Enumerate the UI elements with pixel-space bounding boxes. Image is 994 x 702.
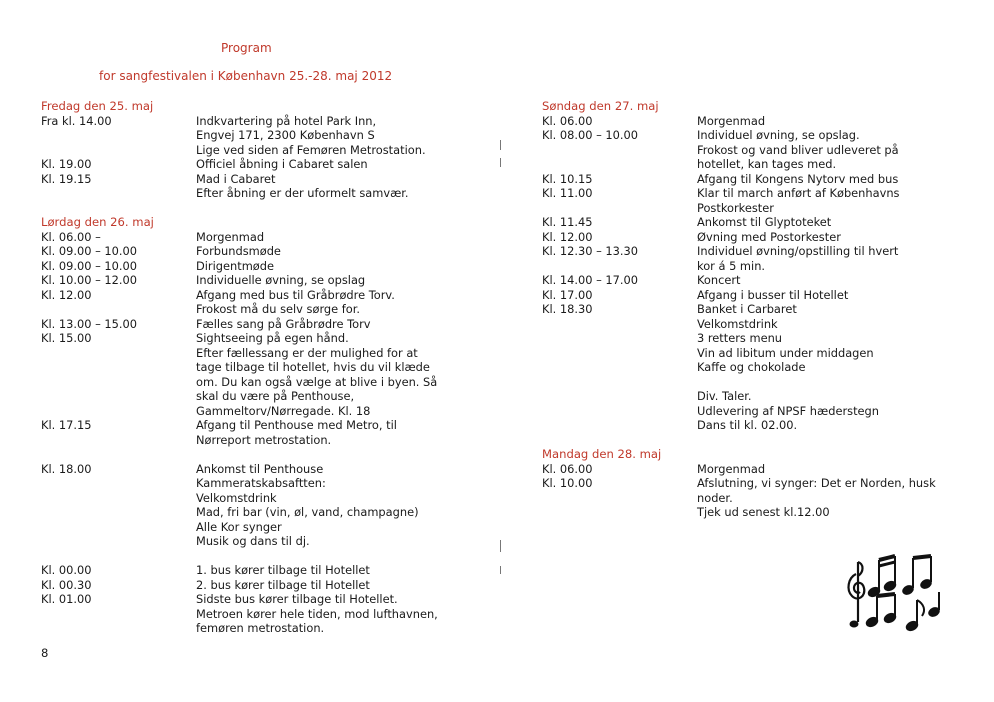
schedule-description bbox=[697, 462, 765, 477]
schedule-description bbox=[697, 172, 898, 187]
description-line: Efter åbning er der uformelt samvær. bbox=[196, 186, 409, 200]
schedule-time: Kl. 06.00 – bbox=[41, 229, 101, 244]
description-line: Nørreport metrostation. bbox=[196, 432, 332, 447]
description-line: Velkomstdrink bbox=[196, 490, 277, 505]
schedule-time: Kl. 00.00 bbox=[41, 563, 92, 577]
schedule-row bbox=[41, 244, 438, 259]
day-section bbox=[41, 99, 438, 201]
right-column bbox=[542, 99, 936, 520]
description-line: skal du være på Penthouse, bbox=[196, 389, 355, 403]
schedule-row bbox=[542, 128, 936, 172]
schedule-time: Kl. 17.00 bbox=[542, 287, 593, 302]
section-spacer bbox=[542, 433, 936, 448]
schedule-description bbox=[196, 563, 370, 578]
day-section bbox=[542, 433, 936, 520]
description-line: Afslutning, vi synger: Det er Norden, husk bbox=[697, 476, 936, 490]
description-line: Morgenmad bbox=[697, 113, 766, 128]
schedule-description bbox=[697, 288, 848, 303]
schedule-row bbox=[542, 244, 936, 273]
description-line: Mad, fri bar (vin, øl, vand, champagne) bbox=[196, 505, 419, 519]
schedule-description bbox=[697, 186, 900, 215]
description-line: Udlevering af NPSF hæderstegn bbox=[697, 403, 879, 418]
description-line: Frokost og vand bliver udleveret på bbox=[697, 142, 899, 157]
description-line: om. Du kan også vælge at blive i byen. Så bbox=[196, 374, 438, 389]
description-line: Individuelle øvning, se opslag bbox=[196, 273, 366, 287]
schedule-description bbox=[697, 215, 831, 230]
schedule-row bbox=[41, 157, 438, 172]
description-line: Mad i Cabaret bbox=[196, 171, 276, 186]
schedule-row bbox=[542, 186, 936, 215]
schedule-description bbox=[196, 317, 371, 332]
description-line: Koncert bbox=[697, 273, 741, 287]
schedule-time: Kl. 19.15 bbox=[41, 171, 92, 186]
schedule-row bbox=[41, 114, 438, 158]
day-section bbox=[542, 99, 936, 433]
schedule-description bbox=[697, 273, 741, 288]
schedule-row bbox=[542, 476, 936, 520]
description-line: Morgenmad bbox=[196, 229, 265, 244]
schedule-row bbox=[542, 288, 936, 303]
schedule-time: Kl. 10.00 bbox=[542, 476, 593, 490]
description-line: Dirigentmøde bbox=[196, 258, 275, 273]
description-line: femøren metrostation. bbox=[196, 621, 325, 635]
schedule-description bbox=[697, 244, 898, 273]
description-line: Dans til kl. 02.00. bbox=[697, 418, 798, 432]
description-line: Tjek ud senest kl.12.00 bbox=[697, 505, 830, 519]
music-notes-icon bbox=[838, 552, 948, 638]
day-heading: Lørdag den 26. maj bbox=[41, 215, 154, 229]
description-line: Div. Taler. bbox=[697, 389, 752, 403]
left-column bbox=[41, 99, 438, 636]
description-line: hotellet, kan tages med. bbox=[697, 157, 837, 171]
schedule-description bbox=[196, 172, 409, 201]
description-line: Postkorkester bbox=[697, 200, 774, 215]
schedule-time: Kl. 11.00 bbox=[542, 186, 593, 200]
schedule-row bbox=[542, 230, 936, 245]
page-subtitle: for sangfestivalen i København 25.-28. maj 2012 bbox=[99, 69, 393, 83]
row-spacer bbox=[41, 447, 438, 462]
schedule-time: Kl. 12.00 bbox=[41, 287, 92, 302]
description-line: Ankomst til Penthouse bbox=[196, 461, 324, 476]
schedule-row bbox=[41, 273, 438, 288]
schedule-row bbox=[41, 172, 438, 201]
description-line: noder. bbox=[697, 490, 733, 505]
schedule-description bbox=[196, 331, 437, 418]
description-line: Individuel øvning/opstilling til hvert bbox=[697, 244, 899, 258]
schedule-row bbox=[41, 592, 438, 636]
schedule-row bbox=[41, 563, 438, 578]
description-line: Vin ad libitum under middagen bbox=[697, 345, 874, 360]
description-line: Morgenmad bbox=[697, 461, 766, 476]
schedule-row bbox=[542, 273, 936, 288]
schedule-row bbox=[542, 172, 936, 187]
day-heading: Mandag den 28. maj bbox=[542, 447, 662, 461]
schedule-time: Kl. 08.00 – 10.00 bbox=[542, 128, 639, 142]
description-line: Banket i Carbaret bbox=[697, 302, 797, 316]
description-line: Kaffe og chokolade bbox=[697, 360, 806, 374]
schedule-description bbox=[196, 418, 397, 447]
page-title: Program bbox=[221, 41, 272, 55]
schedule-description bbox=[196, 592, 438, 636]
schedule-description bbox=[196, 157, 368, 172]
schedule-description bbox=[697, 128, 899, 172]
schedule-time: Kl. 12.00 bbox=[542, 229, 593, 244]
margin-mark bbox=[500, 158, 501, 167]
section-spacer bbox=[41, 201, 438, 216]
description-line: 2. bus kører tilbage til Hotellet bbox=[196, 577, 370, 592]
schedule-row bbox=[41, 418, 438, 447]
schedule-description bbox=[697, 114, 765, 129]
description-line: Metroen kører hele tiden, mod lufthavnen, bbox=[196, 606, 438, 621]
description-line: Officiel åbning i Cabaret salen bbox=[196, 157, 368, 171]
description-line: Lige ved siden af Femøren Metrostation. bbox=[196, 142, 426, 157]
schedule-time: Fra kl. 14.00 bbox=[41, 113, 112, 128]
description-line: Afgang i busser til Hotellet bbox=[697, 287, 849, 302]
margin-mark bbox=[500, 140, 501, 150]
description-line: Frokost må du selv sørge for. bbox=[196, 302, 361, 316]
schedule-description bbox=[196, 462, 419, 549]
schedule-time: Kl. 01.00 bbox=[41, 592, 92, 606]
schedule-time: Kl. 09.00 – 10.00 bbox=[41, 258, 138, 273]
schedule-row bbox=[542, 302, 936, 433]
schedule-description bbox=[196, 273, 365, 288]
margin-mark bbox=[500, 566, 501, 574]
schedule-row bbox=[542, 114, 936, 129]
schedule-description bbox=[697, 230, 841, 245]
day-section bbox=[41, 201, 438, 636]
schedule-time: Kl. 19.00 bbox=[41, 157, 92, 171]
description-line: Afgang med bus til Gråbrødre Torv. bbox=[196, 287, 395, 302]
schedule-description bbox=[697, 476, 936, 520]
description-line: Sidste bus kører tilbage til Hotellet. bbox=[196, 592, 398, 606]
schedule-time: Kl. 18.00 bbox=[41, 461, 92, 476]
description-line: Alle Kor synger bbox=[196, 519, 282, 534]
schedule-description bbox=[196, 288, 395, 317]
day-heading: Søndag den 27. maj bbox=[542, 99, 659, 113]
schedule-time: Kl. 06.00 bbox=[542, 113, 593, 128]
margin-mark bbox=[500, 540, 501, 552]
description-line: 3 retters menu bbox=[697, 331, 783, 345]
schedule-time: Kl. 09.00 – 10.00 bbox=[41, 244, 138, 258]
description-line: Ankomst til Glyptoteket bbox=[697, 215, 832, 229]
schedule-time: Kl. 17.15 bbox=[41, 418, 92, 432]
description-line: Velkomstdrink bbox=[697, 316, 778, 331]
schedule-row bbox=[41, 317, 438, 332]
schedule-row bbox=[41, 578, 438, 593]
description-line: Indkvartering på hotel Park Inn, bbox=[196, 113, 377, 128]
description-line bbox=[697, 375, 879, 390]
description-line: Klar til march anført af Københavns bbox=[697, 186, 900, 200]
schedule-row bbox=[542, 215, 936, 230]
schedule-time: Kl. 10.00 – 12.00 bbox=[41, 273, 138, 287]
schedule-description bbox=[196, 244, 281, 259]
description-line: Engvej 171, 2300 København S bbox=[196, 128, 375, 142]
schedule-row bbox=[542, 462, 936, 477]
schedule-time: Kl. 15.00 bbox=[41, 331, 92, 345]
description-line: Individuel øvning, se opslag. bbox=[697, 128, 860, 142]
page-number: 8 bbox=[41, 646, 49, 660]
description-line: Forbundsmøde bbox=[196, 244, 281, 258]
description-line: Afgang til Penthouse med Metro, til bbox=[196, 418, 397, 432]
schedule-time: Kl. 14.00 – 17.00 bbox=[542, 273, 639, 287]
schedule-description bbox=[196, 230, 264, 245]
schedule-time: Kl. 00.30 bbox=[41, 577, 92, 592]
schedule-description bbox=[196, 259, 274, 274]
description-line: 1. bus kører tilbage til Hotellet bbox=[196, 563, 370, 577]
schedule-time: Kl. 12.30 – 13.30 bbox=[542, 244, 639, 258]
schedule-time: Kl. 13.00 – 15.00 bbox=[41, 316, 138, 331]
description-line: Fælles sang på Gråbrødre Torv bbox=[196, 316, 371, 331]
schedule-row bbox=[41, 259, 438, 274]
description-line: Musik og dans til dj. bbox=[196, 534, 310, 548]
description-line: tage tilbage til hotellet, hvis du vil klæde bbox=[196, 360, 430, 374]
description-line: Kammeratskabsaftten: bbox=[196, 476, 326, 490]
schedule-description bbox=[196, 114, 426, 158]
schedule-row bbox=[41, 462, 438, 549]
description-line: Afgang til Kongens Nytorv med bus bbox=[697, 171, 899, 186]
description-line: Sightseeing på egen hånd. bbox=[196, 331, 349, 345]
row-spacer bbox=[41, 549, 438, 564]
description-line: kor á 5 min. bbox=[697, 258, 766, 273]
schedule-row bbox=[41, 230, 438, 245]
schedule-description bbox=[196, 578, 370, 593]
description-line: Øvning med Postorkester bbox=[697, 229, 841, 244]
description-line: Efter fællessang er der mulighed for at bbox=[196, 345, 418, 360]
schedule-description bbox=[697, 302, 879, 433]
description-line: Gammeltorv/Nørregade. Kl. 18 bbox=[196, 403, 371, 418]
schedule-time: Kl. 11.45 bbox=[542, 215, 593, 229]
schedule-row bbox=[41, 288, 438, 317]
schedule-time: Kl. 06.00 bbox=[542, 461, 593, 476]
schedule-time: Kl. 10.15 bbox=[542, 171, 593, 186]
schedule-time: Kl. 18.30 bbox=[542, 302, 593, 316]
schedule-row bbox=[41, 331, 438, 418]
day-heading: Fredag den 25. maj bbox=[41, 99, 154, 113]
